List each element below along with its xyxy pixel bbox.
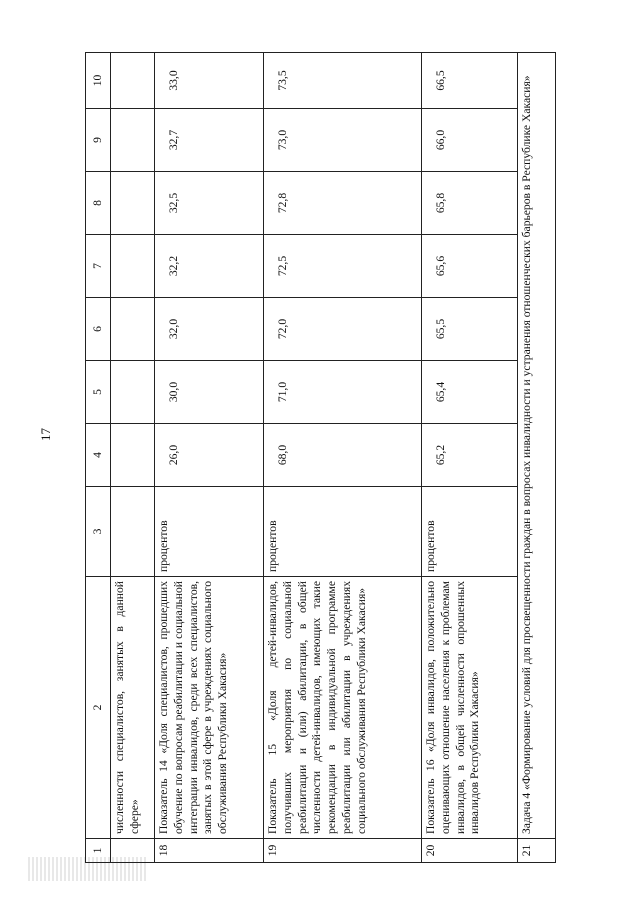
value-cell: 73,0 xyxy=(264,109,422,172)
value-cell: 73,5 xyxy=(264,53,422,109)
unit-cell: процентов xyxy=(422,487,518,577)
value-cell: 65,5 xyxy=(422,298,518,361)
column-number: 9 xyxy=(86,109,111,172)
column-number: 3 xyxy=(86,487,111,577)
value-cell: 26,0 xyxy=(155,424,264,487)
task-description: Задача 4 «Формирование условий для просвещенности граждан в вопросах инвалидности и устранения отношенческих барьеров в Республике Хакасия» xyxy=(518,53,556,839)
value-cell: 32,7 xyxy=(155,109,264,172)
value-cell: 32,5 xyxy=(155,172,264,235)
value-cell: 72,8 xyxy=(264,172,422,235)
continuation-row xyxy=(111,53,155,863)
value-cell: 68,0 xyxy=(264,424,422,487)
table-row xyxy=(155,53,264,863)
value-cell: 66,5 xyxy=(422,53,518,109)
column-number: 10 xyxy=(86,53,111,109)
value-cell: 66,0 xyxy=(422,109,518,172)
value-cell: 32,2 xyxy=(155,235,264,298)
task-row xyxy=(518,53,556,863)
value-cell: 30,0 xyxy=(155,361,264,424)
rotated-table-container xyxy=(85,53,605,863)
indicator-description: численности специалистов, занятых в данной сфере» xyxy=(111,577,155,839)
value-cell: 72,5 xyxy=(264,235,422,298)
indicator-table xyxy=(85,52,556,863)
page-number: 17 xyxy=(38,428,53,441)
value-cell: 65,8 xyxy=(422,172,518,235)
column-number-row xyxy=(86,53,111,863)
column-number: 2 xyxy=(86,577,111,839)
row-number: 19 xyxy=(264,839,422,863)
indicator-description: Показатель 14 «Доля специалистов, прошедших обучение по вопросам реабилитации и социальной интеграции инвалидов, среди всех специалистов, занятых в этой сфере в учреждениях социального обслуживания Республики Хакасия» xyxy=(155,577,264,839)
value-cell: 65,6 xyxy=(422,235,518,298)
value-cell: 32,0 xyxy=(155,298,264,361)
column-number: 7 xyxy=(86,235,111,298)
unit-cell: процентов xyxy=(264,487,422,577)
indicator-description: Показатель 15 «Доля детей-инвалидов, получивших мероприятия по социальной реабилитации и (или) абилитации, в общей численности детей-инвалидов, имеющих такие рекомендации в индивидуальной программе реабилитации или абилитации в учреждениях социального обслуживания Республики Хакасия» xyxy=(264,577,422,839)
indicator-description: Показатель 16 «Доля инвалидов, положительно оценивающих отношение населения к проблемам инвалидов, в общей численности опрошенных инвалидов Республики Хакасия» xyxy=(422,577,518,839)
row-number: 21 xyxy=(518,839,556,863)
row-number: 18 xyxy=(155,839,264,863)
column-number: 4 xyxy=(86,424,111,487)
column-number: 5 xyxy=(86,361,111,424)
row-number: 20 xyxy=(422,839,518,863)
column-number: 1 xyxy=(86,839,111,863)
value-cell: 71,0 xyxy=(264,361,422,424)
column-number: 8 xyxy=(86,172,111,235)
value-cell: 65,2 xyxy=(422,424,518,487)
table-row xyxy=(264,53,422,863)
value-cell: 72,0 xyxy=(264,298,422,361)
unit-cell: процентов xyxy=(155,487,264,577)
column-number: 6 xyxy=(86,298,111,361)
value-cell: 33,0 xyxy=(155,53,264,109)
table-row xyxy=(422,53,518,863)
value-cell: 65,4 xyxy=(422,361,518,424)
